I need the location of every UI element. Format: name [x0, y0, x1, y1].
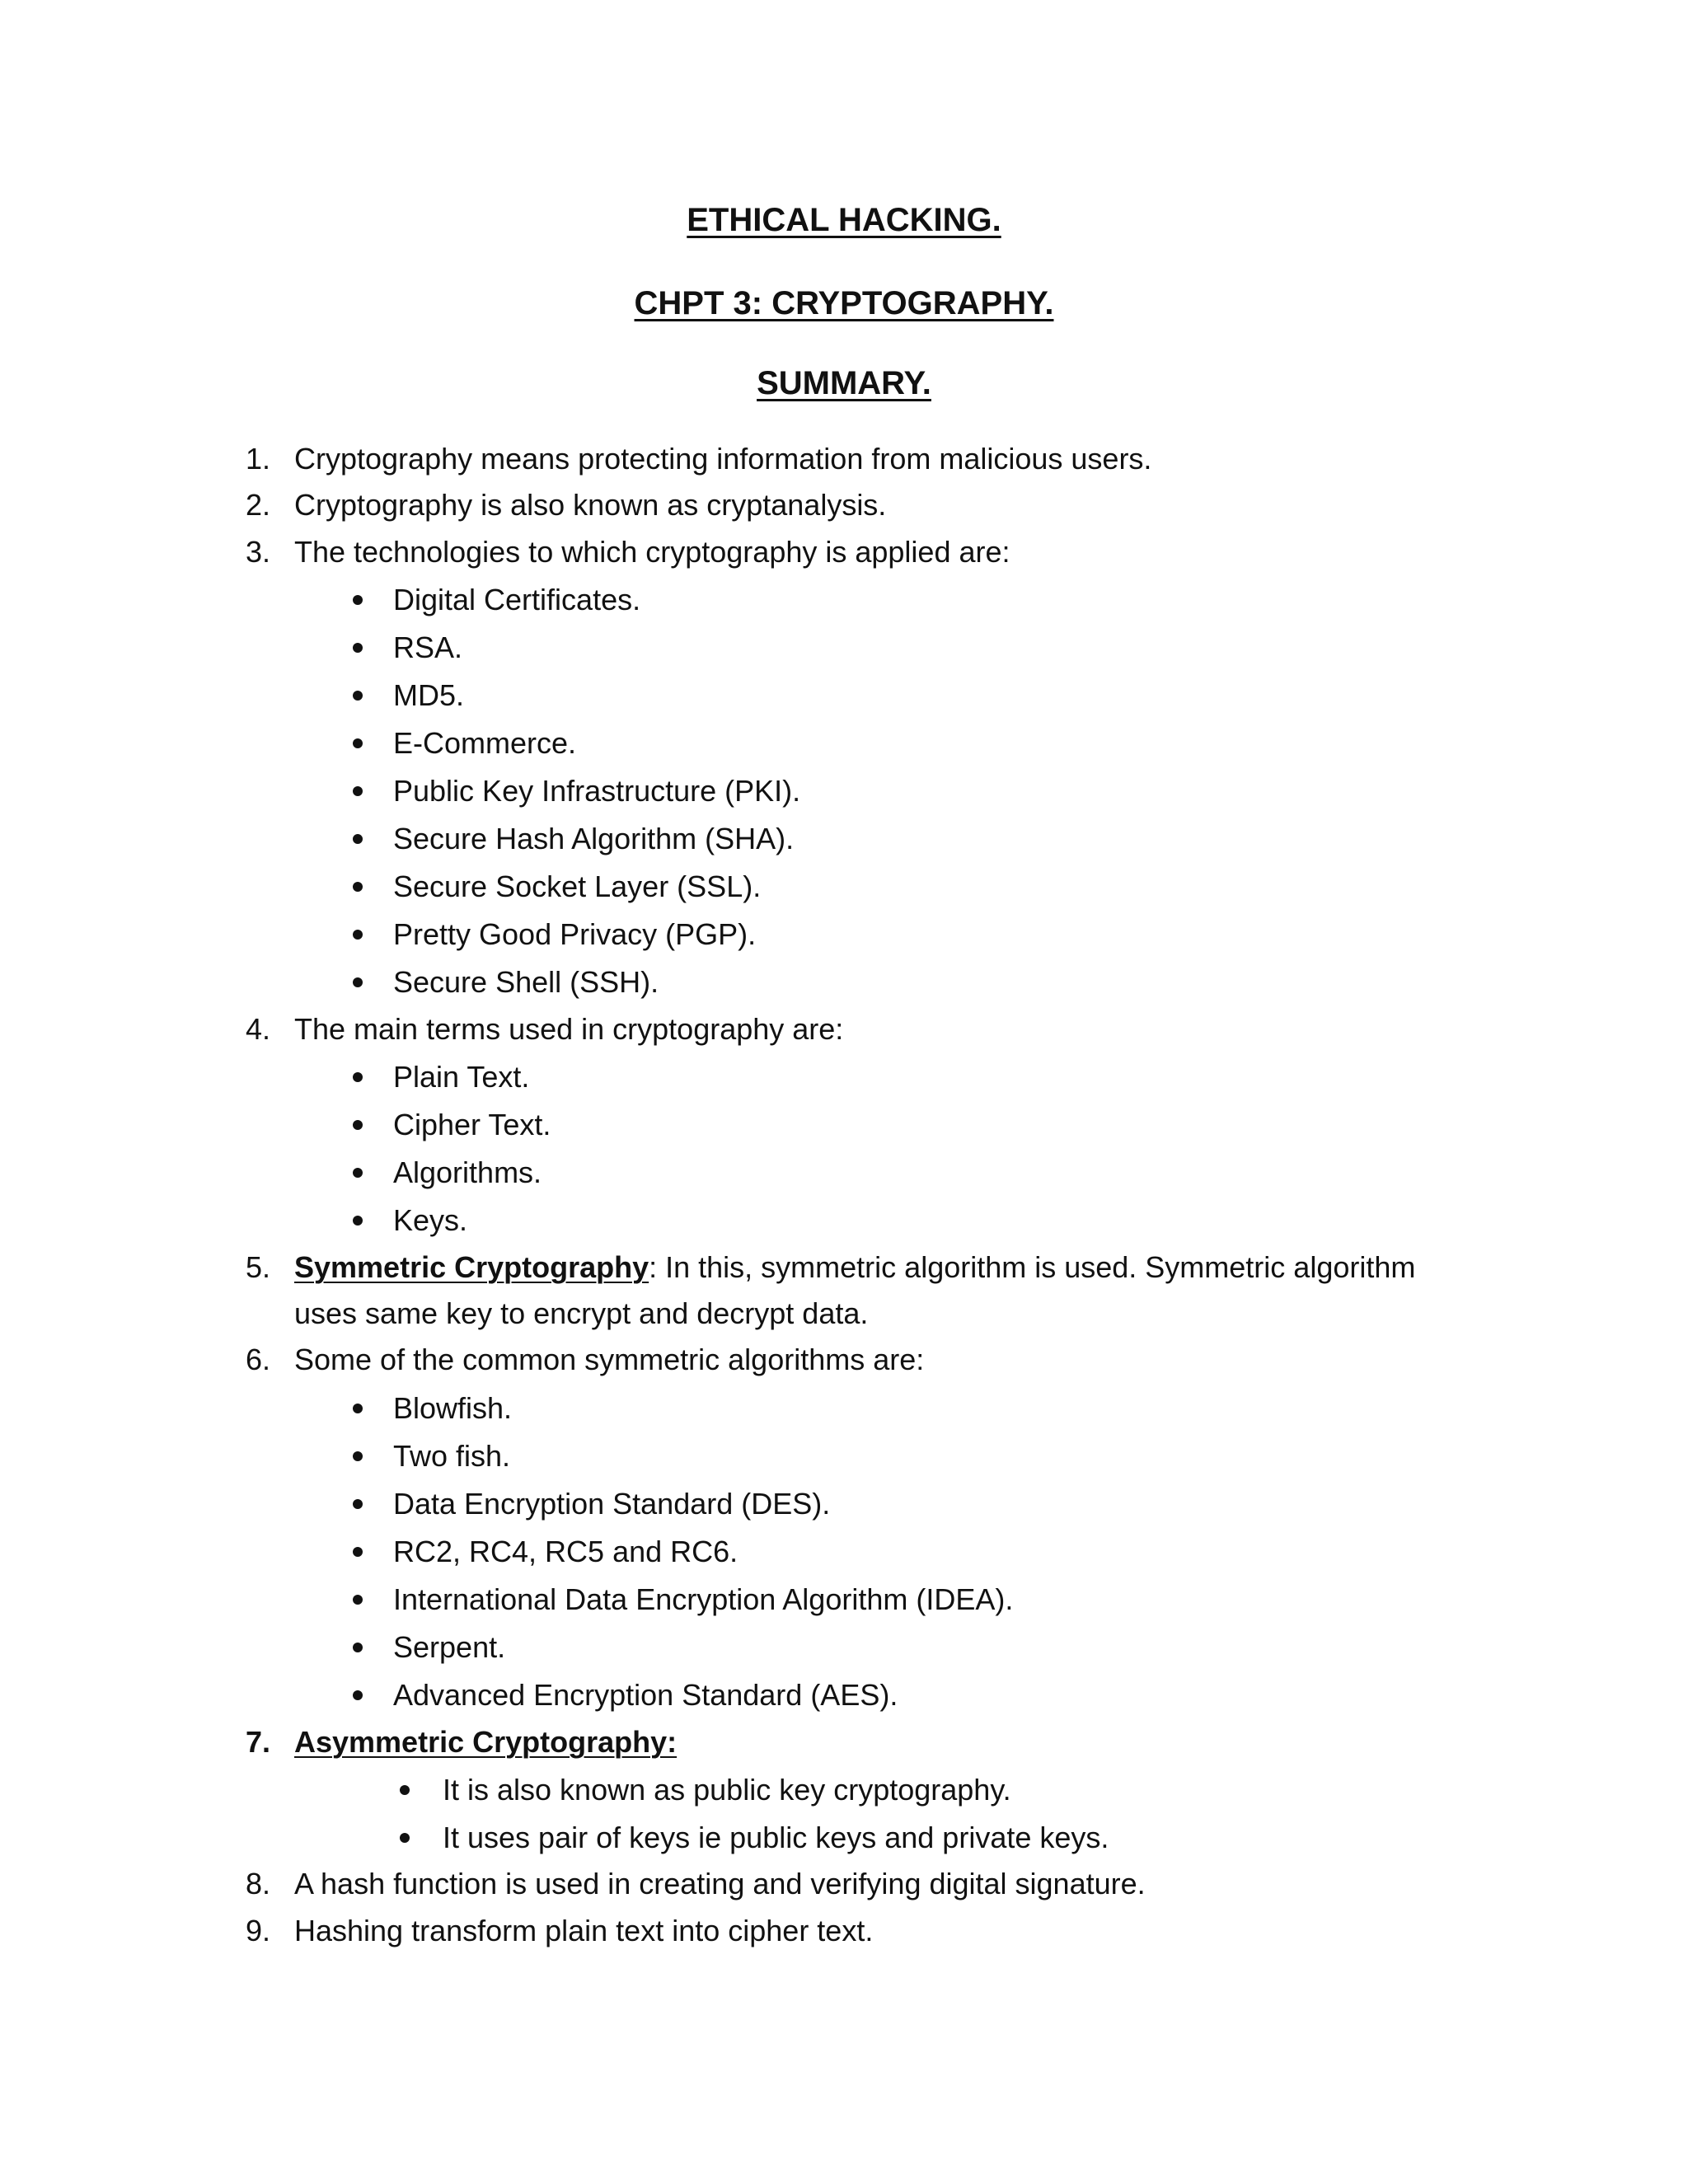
- document-title: ETHICAL HACKING.: [687, 202, 1001, 238]
- list-number: 3.: [245, 535, 270, 569]
- bullet-item: Two fish.: [393, 1439, 511, 1473]
- bullet-icon: [353, 1072, 363, 1082]
- list-item: [294, 1249, 1415, 1286]
- bullet-item: Keys.: [393, 1203, 468, 1237]
- bullet-icon: [353, 1595, 363, 1605]
- bullet-item: Secure Socket Layer (SSL).: [393, 869, 762, 903]
- bullet-item: Digital Certificates.: [393, 583, 641, 616]
- bullet-icon: [353, 977, 363, 987]
- bullet-item: Data Encryption Standard (DES).: [393, 1487, 831, 1521]
- bullet-icon: [353, 1547, 363, 1557]
- bullet-icon: [353, 595, 363, 605]
- list-number: 4.: [245, 1012, 270, 1046]
- bullet-icon: [353, 1643, 363, 1652]
- list-number: 5.: [245, 1250, 270, 1284]
- bullet-item: It uses pair of keys ie public keys and private keys.: [443, 1821, 1109, 1854]
- bullet-item: Pretty Good Privacy (PGP).: [393, 917, 757, 951]
- bullet-icon: [353, 786, 363, 796]
- chapter-title: CHPT 3: CRYPTOGRAPHY.: [634, 285, 1054, 321]
- bullet-icon: [353, 691, 363, 701]
- list-number: 9.: [245, 1914, 270, 1947]
- bullet-icon: [353, 834, 363, 844]
- list-item: A hash function is used in creating and verifying digital signature.: [294, 1867, 1146, 1900]
- list-item: Hashing transform plain text into cipher text.: [294, 1914, 874, 1947]
- bullet-icon: [353, 1404, 363, 1413]
- bullet-item: E-Commerce.: [393, 726, 577, 760]
- list-item-text: : In this, symmetric algorithm is used. Symmetric algorithm: [649, 1250, 1416, 1284]
- bullet-icon: [353, 643, 363, 653]
- bullet-item: Cipher Text.: [393, 1108, 551, 1141]
- bullet-item: Advanced Encryption Standard (AES).: [393, 1678, 898, 1712]
- bullet-icon: [353, 930, 363, 940]
- bullet-item: Secure Shell (SSH).: [393, 965, 659, 999]
- list-item: The technologies to which cryptography is applied are:: [294, 535, 1010, 569]
- bullet-item: Serpent.: [393, 1630, 506, 1664]
- bullet-item: Algorithms.: [393, 1155, 542, 1189]
- list-number: 7.: [245, 1725, 270, 1759]
- bullet-item: Secure Hash Algorithm (SHA).: [393, 822, 795, 855]
- bullet-icon: [400, 1833, 410, 1843]
- bullet-icon: [353, 1120, 363, 1130]
- bullet-item: RC2, RC4, RC5 and RC6.: [393, 1535, 738, 1568]
- list-number: 8.: [245, 1867, 270, 1900]
- bullet-item: MD5.: [393, 678, 465, 712]
- list-item-continuation: uses same key to encrypt and decrypt data.: [294, 1296, 869, 1330]
- bullet-item: It is also known as public key cryptography.: [443, 1773, 1011, 1807]
- list-item: Cryptography means protecting information from malicious users.: [294, 442, 1152, 476]
- bullet-icon: [353, 1690, 363, 1700]
- bullet-icon: [353, 1499, 363, 1509]
- bullet-item: RSA.: [393, 630, 463, 664]
- list-item: The main terms used in cryptography are:: [294, 1012, 844, 1046]
- list-number: 1.: [245, 442, 270, 476]
- bullet-icon: [353, 1216, 363, 1226]
- bullet-item: International Data Encryption Algorithm (IDEA).: [393, 1582, 1014, 1616]
- list-item: Cryptography is also known as cryptanalysis.: [294, 488, 887, 522]
- bullet-icon: [353, 738, 363, 748]
- bullet-item: Plain Text.: [393, 1060, 530, 1094]
- list-number: 6.: [245, 1343, 270, 1376]
- bullet-item: Blowfish.: [393, 1391, 513, 1425]
- bullet-item: Public Key Infrastructure (PKI).: [393, 774, 801, 808]
- list-item: Some of the common symmetric algorithms are:: [294, 1343, 925, 1376]
- bullet-icon: [353, 1168, 363, 1178]
- summary-heading: SUMMARY.: [757, 365, 931, 401]
- term-asymmetric-cryptography: Asymmetric Cryptography:: [294, 1725, 678, 1759]
- bullet-icon: [353, 882, 363, 892]
- bullet-icon: [353, 1451, 363, 1461]
- list-number: 2.: [245, 488, 270, 522]
- term-symmetric-cryptography: Symmetric Cryptography: [294, 1250, 649, 1284]
- bullet-icon: [400, 1785, 410, 1795]
